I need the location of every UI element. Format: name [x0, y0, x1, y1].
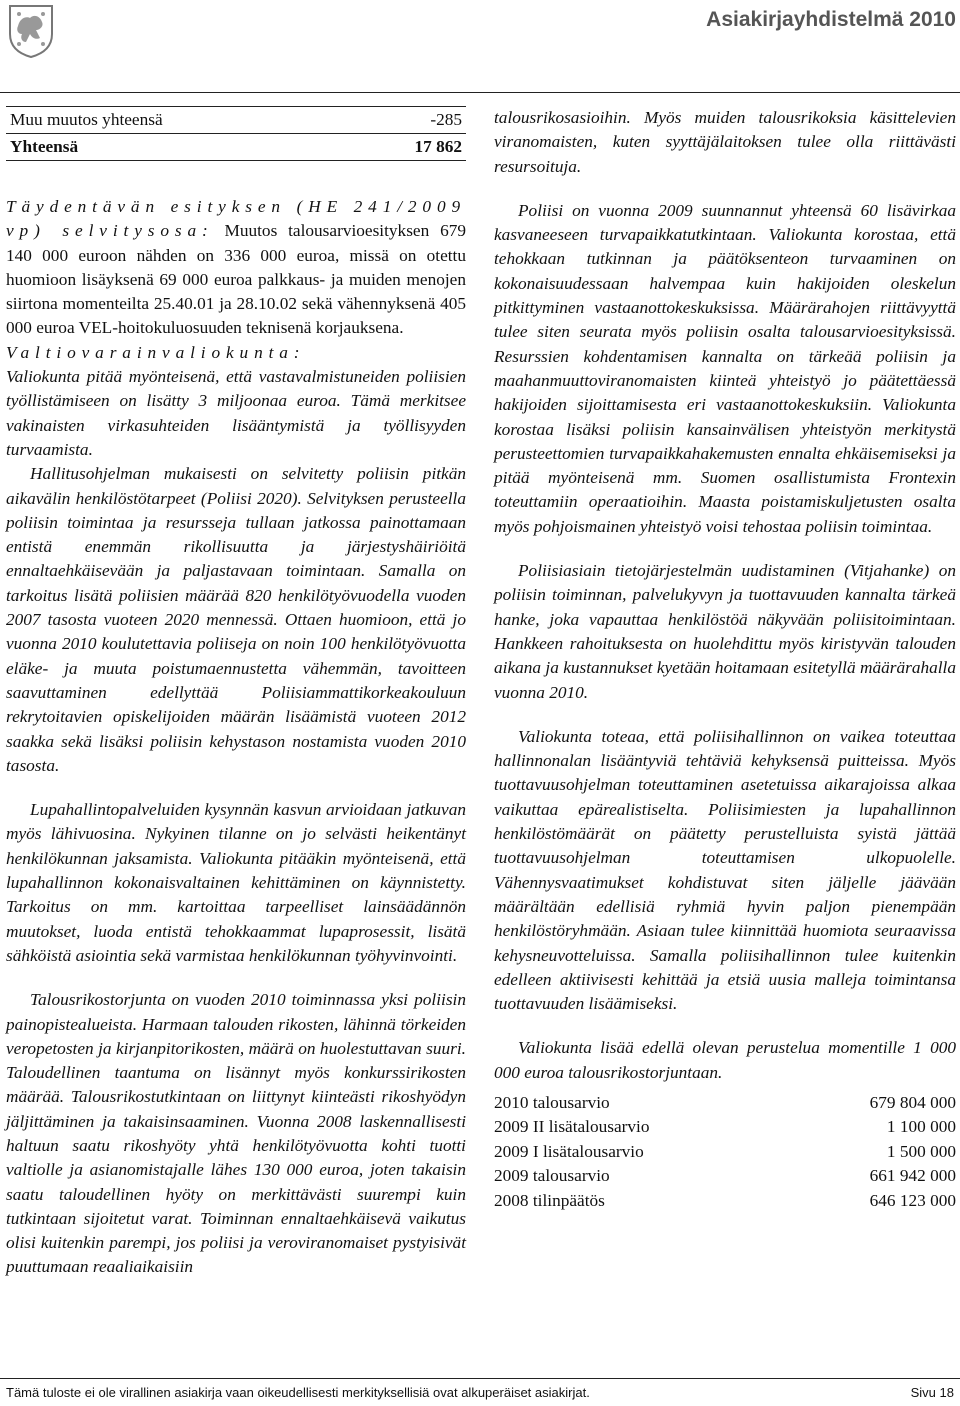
table-row: [494, 1164, 956, 1189]
row-value: 646 123 000: [869, 1190, 956, 1210]
row-value: 17 862: [414, 137, 462, 156]
paragraph-text: Selvityksen perusteella poliisin toimintaa ja resursseja tullaan jatkossa painottamaan entistä enemmän rikollisuutta ja järjestyshäiriöitä ennaltaehkäisevään ja paljastavaan toimintaan. Samalla on tarkoitus lisätä poliisien määrää 820 henkilötyövuodella vuoden 2007 tasosta vuoteen 2020 mennessä. Ottaen huomioon, että jo vuonna 2010 koulutettavia poliiseja on noin 100 henkilötyövuotta eläke- ja muuta poistumaennustetta vähemmän, tavoitteen saavuttaminen edellyttää Poliisiammattikorkeakouluun rekrytoitavien opiskelijoiden määrän lisäämistä vuoteen 2012 saakka sekä lisäksi poliisin kehystason nostamista vuoden 2010 tasosta.: [6, 488, 466, 775]
table-row: [494, 1091, 956, 1116]
row-value: 1 500 000: [886, 1141, 956, 1161]
right-column: [494, 106, 956, 1213]
section-heading: Valtiovarainvaliokunta:: [6, 342, 306, 362]
paragraph-text: Muutos talousarvioesityksen 679 140 000 euroon nähden on 336 000 euroa, missä on otettu huomioon lisäyksenä 69 000 euroa palkkaus- ja muiden menojen siirtona momenteilta 25.40.01 ja 28.10.02 sekä vähennyksenä 405 000 euroa VEL-hoitokuluosuuden teknisenä korjauksena.: [6, 221, 466, 338]
paragraph: talousrikosasioihin. Myös muiden talousrikoksia käsittelevien viranomaisten, kuten syyttäjälaitoksen tulee olla riittävästi resursoituja.: [494, 108, 956, 176]
table-row: [6, 106, 466, 134]
page-header: [0, 0, 960, 93]
disclaimer-text: Tämä tuloste ei ole virallinen asiakirja vaan oikeudellisesti merkityksellisiä ovat alkuperäiset asiakirjat.: [6, 1385, 590, 1400]
row-label: Yhteensä: [10, 137, 79, 156]
row-value: 1 100 000: [886, 1117, 956, 1137]
table-row: [494, 1115, 956, 1140]
paragraph: Poliisiasiain tietojärjestelmän uudistaminen (Vitjahanke) on poliisin toiminnan, palvelukyvyn ja tuottavuuden kannalta tärkeä hanke, joka vapauttaa henkilöstöä näkyvään poliisitoimintaan. Hankkeen rahoituksesta on huolehdittu myös kiristyvän talouden aikana ja kustannukset kyetään hoitamaan esitetyllä määrärahalla vuonna 2010.: [494, 561, 956, 702]
page-number: Sivu 18: [910, 1385, 954, 1400]
summary-table: [6, 106, 466, 161]
table-row: [494, 1140, 956, 1165]
row-label: 2010 talousarvio: [494, 1092, 610, 1112]
row-value: 661 942 000: [869, 1166, 956, 1186]
paragraph: Valiokunta toteaa, että poliisihallinnon on vaikea toteuttaa hallinnonalan lisääntyviä tehtäviä kehyksensä puitteissa. Myös tuottavuusohjelman toteuttaminen asetetuissa aikarajoissa alkaa vaikuttaa epärealistiselta. Poliisimiesten ja lupahallinnon henkilöstömäärät on päätetty perustelluista syistä jättää tuottavuusohjelman toteuttamisen ulkopuolelle. Vähennysvaatimukset kohdistuvat siten jäljelle jäävään määrältään edellisiä ryhmiä hyvin paljon pienempään henkilöstöryhmään. Asiaan tulee kiinnittää huomiota seuraavissa kehysneuvotteluissa. Samalla poliisihallinnon tulee kuitenkin edelleen aktiivisesti kehittää ja etsiä uusia malleja toimintansa tuottavuuden lisäämiseksi.: [494, 726, 956, 1014]
paragraph: Valiokunta pitää myönteisenä, että vastavalmistuneiden poliisien työllistämiseen on lisätty 3 miljoonaa euroa. Tämä merkitsee vakinaisten virkasuhteiden lisääntymistä ja työllisyyden turvaamista.: [6, 367, 466, 459]
left-column: [6, 106, 466, 1280]
row-label: Muu muutos yhteensä: [10, 110, 163, 129]
paragraph: [6, 462, 466, 778]
row-label: 2008 tilinpäätös: [494, 1190, 605, 1210]
paragraph-text-italic: Hallitusohjelman mukaisesti on selvitetty poliisin pitkän aikavälin henkilöstötarpeet (Poliisi 2020).: [6, 464, 466, 508]
row-label: 2009 I lisätalousarvio: [494, 1141, 644, 1161]
table-row: [494, 1189, 956, 1214]
paragraph: Valiokunta lisää edellä olevan perustelua momentille 1 000 000 euroa talousrikostorjuntaan.: [494, 1038, 956, 1082]
paragraph: Poliisi on vuonna 2009 suunnannut yhteensä 60 lisävirkaa kasvaneeseen turvapaikkatutkintaan. Valiokunta korostaa, että tehokkaan tutkinnan ja päätöksenteon turvaaminen on kokonaisuudessaan halvempaa kuin hakijoiden oleskelun pitkittyminen vastaanottokeskuksissa. Määrärahojen riittävyyttä tulee siten seurata myös poliisin osalta talousarvioesityksissä. Resurssien kohdentamisen kannalta on tärkeää poliisin ja maahanmuuttoviranomaisten kiinteä yhteistyö jo päätettäessä hakijoiden sijoittamisesta eri vastaanottokeskuksiin. Valiokunta korostaa lisäksi poliisin kansainvälisen yhteistyön merkitystä perusteettomien turvapaikkahakemusten ennalta ehkäisemiseksi ja pitää myönteisenä mm. Suomen osallistumista Frontexin toteuttamiin operaatioihin. Maasta poistamiskuljetusten osalta myös pohjoismainen yhteistyö voisi tehostaa poliisin toimintaa.: [494, 200, 956, 536]
paragraph: Lupahallintopalveluiden kysynnän kasvun arvioidaan jatkuvan myös lähivuosina. Nykyinen tilanne on jo selvästi heikentänyt henkilökunnan jaksamista. Valiokunta pitääkin myönteisenä, että lupahallinnon kokonaisvaltainen kehittäminen on käynnistetty. Tarkoitus on mm. kartoittaa tarpeelliset lainsäädännön muutokset, luoda entistä tehokkaammat lupaprosessit, lisätä sähköistä asiointia sekä varmistaa henkilökunnan työhyvinvointi.: [6, 800, 466, 965]
row-value: 679 804 000: [869, 1092, 956, 1112]
finnish-lion-crest-icon: [6, 4, 56, 58]
paragraph: Talousrikostorjunta on vuoden 2010 toiminnassa yksi poliisin painopistealueista. Harmaan talouden rikosten, lähinnä törkeiden veropetosten ja kirjanpitorikosten, määrä on huolestuttavan suuri. Taloudellinen taantuma on lisännyt myös konkurssirikosten määrää. Talousrikostutkintaan on liittynyt kiinteästi rikoshyödyn jäljittäminen ja takaisinsaaminen. Vuonna 2008 laskennallisesti haltuun saatu rikoshyöty yhtä henkilötyövuotta kohti tuotti valtiolle ja asianomistajalle lähes 130 000 euroa, joten takaisin saatu taloudellinen hyöty on merkittävästi suurempi kuin tutkintaan sijoitetut varat. Toiminnan ennaltaehkäisevä vaikutus olisi kuitenkin parempi, jos poliisi ja veroviranomaiset pystyisivät puuttumaan reaaliaikaisiin: [6, 990, 466, 1277]
row-value: -285: [430, 110, 462, 129]
page-footer: [0, 1378, 960, 1406]
section-heading: Täydentävän esityksen (HE 241/2009 vp) selvitysosa:: [6, 197, 466, 241]
paragraph: [6, 195, 466, 341]
row-label: 2009 II lisätalousarvio: [494, 1117, 650, 1137]
budget-table: [494, 1091, 956, 1214]
document-title: Asiakirjayhdistelmä 2010: [706, 8, 956, 31]
table-row-total: [6, 134, 466, 161]
row-label: 2009 talousarvio: [494, 1166, 610, 1186]
